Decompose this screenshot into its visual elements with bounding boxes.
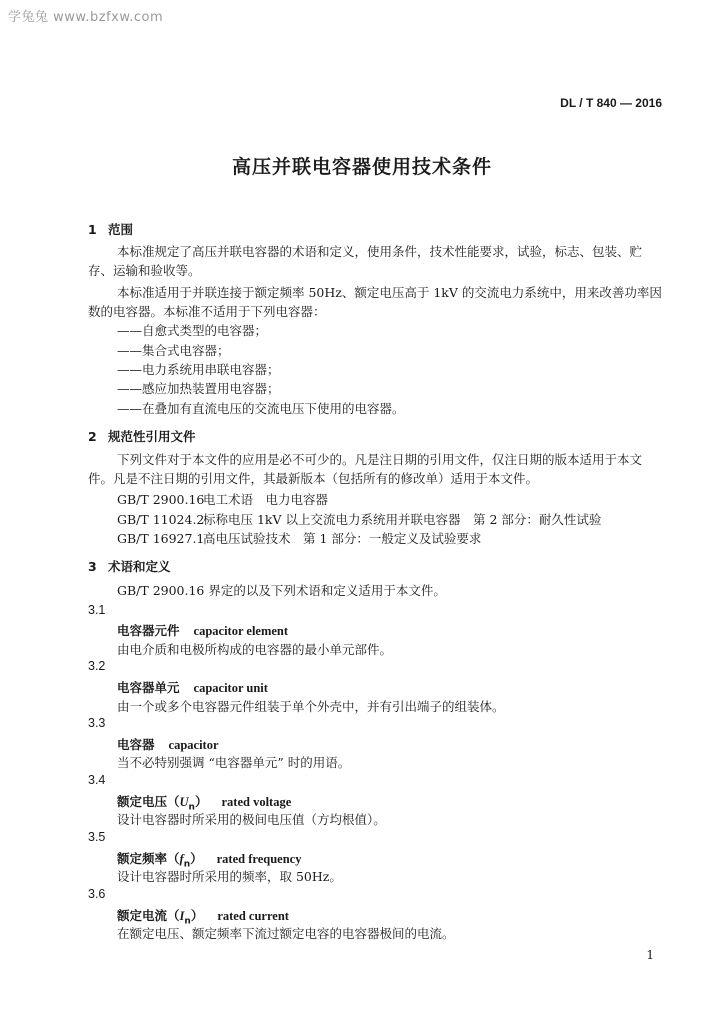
term-definition: 由一个或多个电容器元件组装于单个外壳中，并有引出端子的组装体。 — [117, 699, 505, 714]
reference-item — [117, 510, 601, 528]
term-definition: 在额定电压、额定频率下流过额定电容的电容器极间的电流。 — [117, 926, 455, 941]
terms-intro: GB/T 2900.16 界定的以及下列术语和定义适用于本文件。 — [117, 583, 446, 598]
section-title: 规范性引用文件 — [108, 429, 196, 444]
term-definition: 设计电容器时所采用的极间电压值（方均根值）。 — [117, 812, 386, 827]
watermark: 学兔兔 www.bzfxw.com — [8, 10, 164, 25]
term-chinese: 额定频率（ — [117, 851, 180, 866]
term-number: 3.1 — [88, 603, 106, 617]
section-title: 范围 — [108, 222, 134, 237]
page-number: 1 — [646, 948, 654, 962]
reference-code: GB/T 11024.2 — [117, 512, 205, 527]
term-english: rated voltage — [221, 795, 292, 809]
section-2-heading — [88, 427, 196, 445]
term-heading — [117, 621, 288, 639]
term-chinese: 额定电压（ — [117, 794, 180, 809]
standard-number: DL / T 840 — 2016 — [560, 96, 662, 110]
reference-title: 电工术语 电力电容器 — [203, 492, 329, 507]
section-1-heading — [88, 220, 133, 238]
term-symbol-subscript: n — [188, 802, 195, 813]
reference-title: 标称电压 1kV 以上交流电力系统用并联电容器 第 2 部分：耐久性试验 — [203, 512, 602, 527]
scope-paragraph-2: 本标准适用于并联连接于额定频率 50Hz、额定电压高于 1kV 的交流电力系统中，用来改善功率因数的电容器。本标准不适用于下列电容器： — [88, 285, 662, 319]
term-number: 3.5 — [88, 830, 106, 844]
reference-item — [117, 490, 328, 508]
term-chinese: 电容器 — [117, 737, 155, 752]
term-number: 3.4 — [88, 773, 106, 787]
section-3-heading — [88, 557, 171, 575]
term-symbol-subscript: n — [183, 859, 191, 870]
reference-title: 高电压试验技术 第 1 部分：一般定义及试验要求 — [203, 531, 482, 546]
section-number: 3 — [88, 559, 97, 574]
term-chinese: 电容器单元 — [117, 680, 180, 695]
term-chinese: 额定电流（ — [117, 908, 180, 923]
reference-code: GB/T 2900.16 — [117, 492, 205, 507]
term-definition: 由电介质和电极所构成的电容器的最小单元部件。 — [117, 642, 393, 657]
term-definition: 当不必特别强调 “电容器单元” 时的用语。 — [117, 755, 351, 770]
term-english: rated current — [217, 909, 289, 923]
normative-references-paragraph: 下列文件对于本文件的应用是必不可少的。凡是注日期的引用文件，仅注日期的版本适用于本文件。凡是不注日期的引用文件，其最新版本（包括所有的修改单）适用于本文件。 — [88, 452, 643, 486]
term-symbol-subscript: n — [184, 916, 191, 927]
reference-item — [117, 529, 481, 547]
term-symbol-close: ） — [190, 851, 203, 866]
list-item: ——集合式电容器； — [117, 343, 230, 358]
term-english: rated frequency — [216, 852, 302, 866]
term-chinese: 电容器元件 — [117, 623, 180, 638]
term-symbol: f — [179, 852, 184, 866]
section-number: 2 — [88, 429, 97, 444]
term-symbol-close: ） — [194, 794, 208, 809]
list-item: ——在叠加有直流电压的交流电压下使用的电容器。 — [117, 401, 405, 416]
term-english: capacitor unit — [193, 681, 268, 695]
term-definition: 设计电容器时所采用的频率，取 50Hz。 — [117, 869, 342, 884]
list-item: ——感应加热装置用电容器； — [117, 381, 280, 396]
term-symbol: U — [179, 795, 189, 809]
term-number: 3.2 — [88, 659, 106, 673]
term-heading — [117, 735, 219, 753]
term-number: 3.3 — [88, 716, 106, 730]
scope-paragraph-1: 本标准规定了高压并联电容器的术语和定义，使用条件，技术性能要求，试验，标志、包装、贮存、运输和验收等。 — [88, 244, 643, 278]
section-number: 1 — [88, 222, 97, 237]
list-item: ——自愈式类型的电容器； — [117, 323, 268, 338]
term-symbol-close: ） — [190, 908, 204, 923]
section-title: 术语和定义 — [108, 559, 171, 574]
term-heading — [117, 678, 268, 696]
reference-code: GB/T 16927.1 — [117, 531, 205, 546]
term-english: capacitor — [168, 738, 219, 752]
list-item: ——电力系统用串联电容器； — [117, 362, 280, 377]
term-english: capacitor element — [193, 624, 289, 638]
document-title: 高压并联电容器使用技术条件 — [231, 156, 492, 178]
term-symbol: I — [179, 909, 185, 923]
term-number: 3.6 — [88, 887, 106, 901]
